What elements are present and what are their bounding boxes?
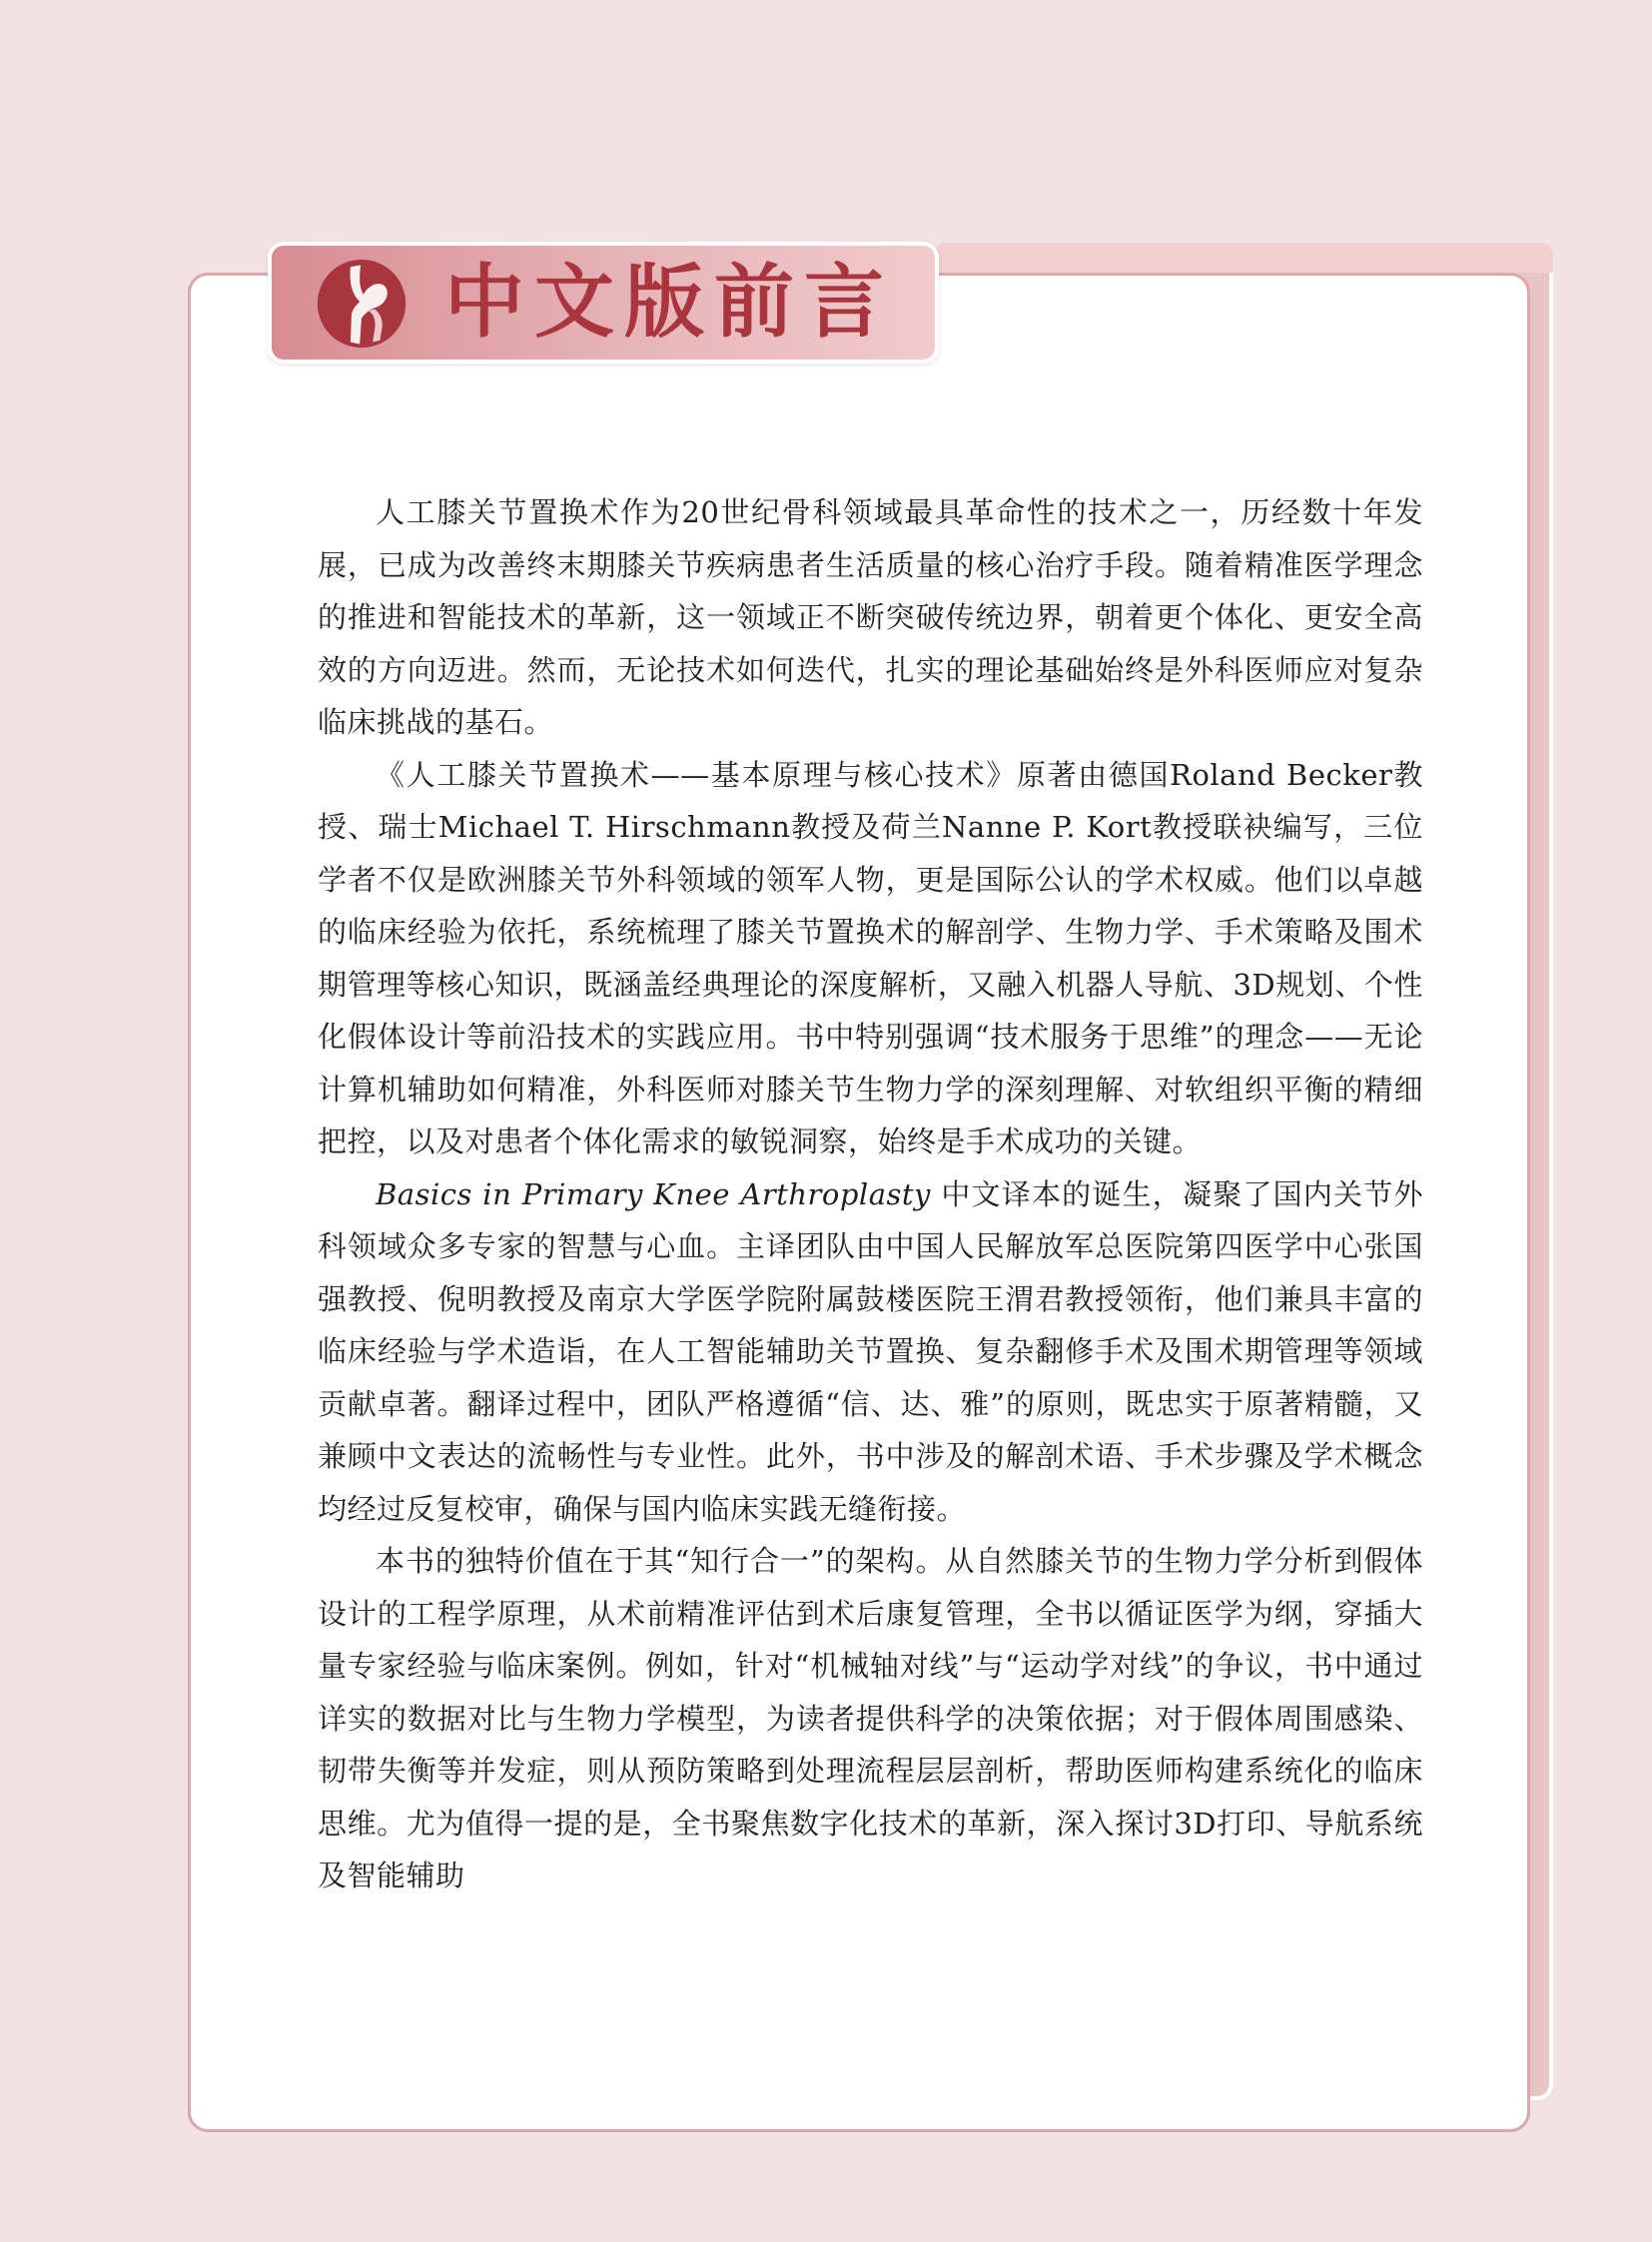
preface-content — [318, 486, 1423, 1902]
paragraph-4 — [318, 1535, 1423, 1902]
page-title: 中文版前言 — [444, 255, 894, 349]
knee-joint-icon — [316, 258, 408, 350]
paragraph-3-text: 中文译本的诞生，凝聚了国内关节外科领域众多专家的智慧与心血。主译团队由中国人民解放军总医院第四医学中心张国强教授、倪明教授及南京大学医学院附属鼓楼医院王渭君教授领衔，他们兼具丰富的临床经验与学术造诣，在人工智能辅助关节置换、复杂翻修手术及围术期管理等领域贡献卓著。翻译过程中，团队严格遵循“信、达、雅”的原则，既忠实于原著精髓，又兼顾中文表达的流畅性与专业性。此外，书中涉及的解剖术语、手术步骤及学术概念均经过反复校审，确保与国内临床实践无缝衔接。 — [318, 1176, 1423, 1526]
decorative-title-band — [934, 243, 1553, 273]
book-title-italic: Basics in Primary Knee Arthroplasty — [376, 1176, 931, 1211]
paragraph-4-text: 本书的独特价值在于其“知行合一”的架构。从自然膝关节的生物力学分析到假体设计的工程学原理，从术前精准评估到术后康复管理，全书以循证医学为纲，穿插大量专家经验与临床案例。例如，针对“机械轴对线”与“运动学对线”的争议，书中通过详实的数据对比与生物力学模型，为读者提供科学的决策依据；对于假体周围感染、韧带失衡等并发症，则从预防策略到处理流程层层剖析，帮助医师构建系统化的临床思维。尤为值得一提的是，全书聚焦数字化技术的革新，深入探讨3D打印、导航系统及智能辅助 — [318, 1544, 1423, 1892]
paragraph-2-text: 《人工膝关节置换术——基本原理与核心技术》原著由德国Roland Becker教授、瑞士Michael T. Hirschmann教授及荷兰Nanne P. Kort教授联袂编写，三位学者不仅是欧洲膝关节外科领域的领军人物，更是国际公认的学术权威。他们以卓越的临床经验为依托，系统梳理了膝关节置换术的解剖学、生物力学、手术策略及围术期管理等核心知识，既涵盖经典理论的深度解析，又融入机器人导航、3D规划、个性化假体设计等前沿技术的实践应用。书中特别强调“技术服务于思维”的理念——无论计算机辅助如何精准，外科医师对膝关节生物力学的深刻理解、对软组织平衡的精细把控，以及对患者个体化需求的敏锐洞察，始终是手术成功的关键。 — [318, 757, 1423, 1158]
paragraph-1-text: 人工膝关节置换术作为20世纪骨科领域最具革命性的技术之一，历经数十年发展，已成为改善终末期膝关节疾病患者生活质量的核心治疗手段。随着精准医学理念的推进和智能技术的革新，这一领域正不断突破传统边界，朝着更个体化、更安全高效的方向迈进。然而，无论技术如何迭代，扎实的理论基础始终是外科医师应对复杂临床挑战的基石。 — [318, 495, 1423, 739]
paragraph-1 — [318, 486, 1423, 749]
paragraph-3 — [318, 1168, 1423, 1536]
paragraph-2 — [318, 749, 1423, 1168]
